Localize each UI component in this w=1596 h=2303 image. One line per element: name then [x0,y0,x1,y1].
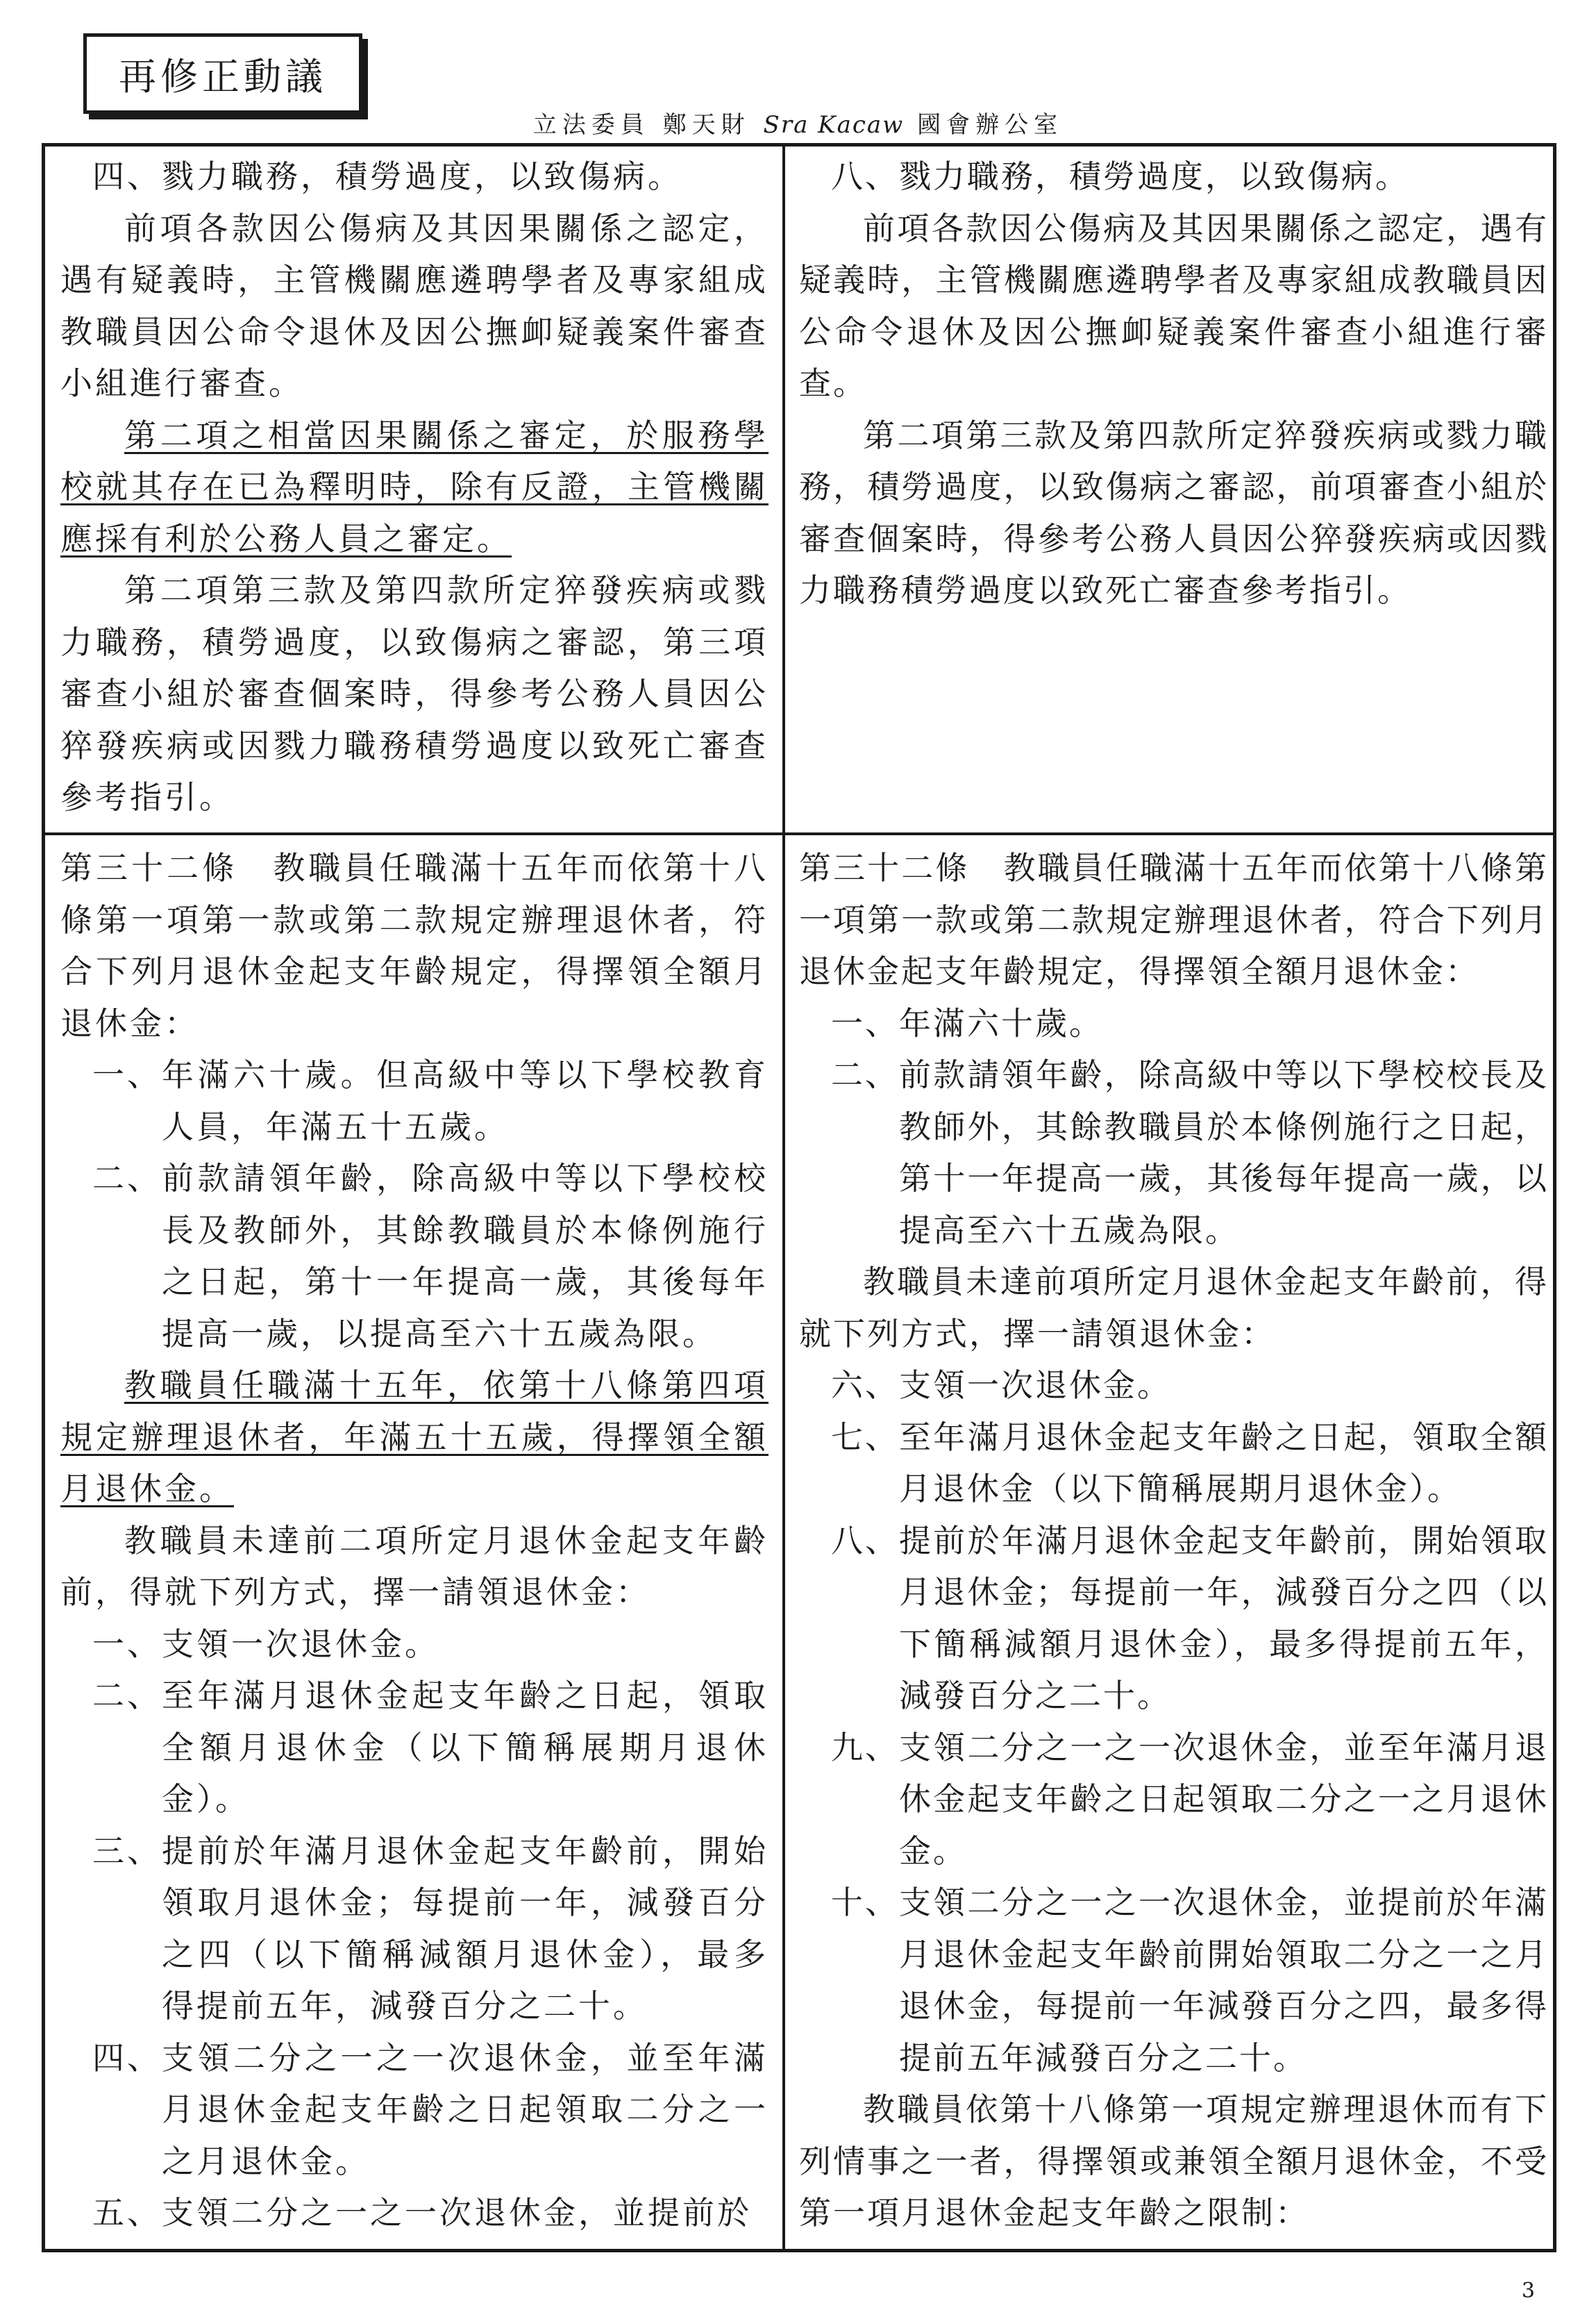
list-item-text: 戮力職務，積勞過度，以致傷病。 [162,158,682,195]
list-item [60,1825,768,2032]
list-item [60,1049,768,1153]
list-item-text: 至年滿月退休金起支年齡之日起，領取全額月退休金（以下簡稱展期月退休金）。 [899,1418,1549,1507]
page-number: 3 [1521,2279,1535,2303]
list-item [799,1049,1549,1256]
list-item [799,1722,1549,1877]
paragraph [799,203,1549,410]
list-item-text: 支領二分之一之一次退休金，並提前於 [162,2194,752,2231]
list-item-text: 支領二分之一之一次退休金，並至年滿月退休金起支年齡之日起領取二分之一之月退休金。 [899,1728,1549,1870]
list-item-number: 六、 [831,1366,899,1404]
comparison-table [42,143,1556,2252]
list-item-text: 支領二分之一之一次退休金，並至年滿月退休金起支年齡之日起領取二分之一之月退休金。 [162,2038,768,2180]
cell-row1-left [60,151,768,831]
paragraph-text: 教職員未達前項所定月退休金起支年齡前，得就下列方式，擇一請領退休金： [799,1263,1549,1353]
column-divider [782,146,785,2249]
paragraph [799,410,1549,617]
list-item-text: 至年滿月退休金起支年齡之日起，領取全額月退休金（以下簡稱展期月退休金）。 [162,1677,768,1818]
list-item [799,1412,1549,1515]
list-item-text: 支領一次退休金。 [899,1366,1171,1404]
list-item-text: 支領二分之一之一次退休金，並提前於年滿月退休金起支年齡前開始領取二分之一之月退休金，每提前一年減發百分之四，最多得提前五年減發百分之二十。 [899,1884,1549,2077]
paragraph [799,2084,1549,2239]
list-item [60,1670,768,1825]
office-suffix: 國會辦公室 [904,111,1064,139]
motion-stamp: 再修正動議 [83,33,362,114]
list-item-text: 支領一次退休金。 [162,1625,439,1663]
list-item-number: 七、 [831,1418,899,1456]
list-item-text: 提前於年滿月退休金起支年齡前，開始領取月退休金；每提前一年，減發百分之四（以下簡稱減額月退休金），最多得提前五年，減發百分之二十。 [162,1832,768,2025]
list-item-number: 一、 [92,1056,162,1094]
paragraph [60,1515,768,1618]
cell-row2-right [799,842,1549,2247]
paragraph [60,564,768,823]
list-item-number: 二、 [831,1056,899,1094]
list-item-number: 三、 [92,1832,162,1870]
list-item-number: 五、 [92,2194,162,2231]
paragraph [60,203,768,410]
paragraph-text: 前項各款因公傷病及其因果關係之認定，遇有疑義時，主管機關應遴聘學者及專家組成教職員因公命令退休及因公撫卹疑義案件審查小組進行審查。 [60,209,768,402]
paragraph-text: 第二項第三款及第四款所定猝發疾病或戮力職務，積勞過度，以致傷病之審認，前項審查小組於審查個案時，得參考公務人員因公猝發疾病或因戮力職務積勞過度以致死亡審查參考指引。 [799,416,1549,609]
list-item-number: 二、 [92,1159,162,1197]
list-item-text: 戮力職務，積勞過度，以致傷病。 [899,158,1409,195]
list-item [60,1618,768,1670]
list-item-text: 前款請領年齡，除高級中等以下學校校長及教師外，其餘教職員於本條例施行之日起，第十一年提高一歲，其後每年提高一歲，以提高至六十五歲為限。 [162,1159,768,1353]
list-item-number: 一、 [92,1625,162,1663]
cell-row2-left [60,842,768,2247]
article-heading [60,842,768,1049]
list-item [60,1153,768,1359]
list-item-text: 年滿六十歲。 [899,1004,1103,1042]
list-item-number: 四、 [92,158,162,195]
list-item [799,1359,1549,1412]
amended-text: 教職員任職滿十五年，依第十八條第四項規定辦理退休者，年滿五十五歲，得擇領全額月退休金。 [60,1366,768,1507]
list-item-text: 提前於年滿月退休金起支年齡前，開始領取月退休金；每提前一年，減發百分之四（以下簡稱減額月退休金），最多得提前五年，減發百分之二十。 [899,1521,1549,1714]
office-signature: Sra Kacaw [763,111,905,139]
list-item [60,2187,768,2239]
paragraph [60,410,768,565]
paragraph-text: 教職員未達前二項所定月退休金起支年齡前，得就下列方式，擇一請領退休金： [60,1521,768,1611]
list-item-text: 前款請領年齡，除高級中等以下學校校長及教師外，其餘教職員於本條例施行之日起，第十一年提高一歲，其後每年提高一歲，以提高至六十五歲為限。 [899,1056,1549,1249]
paragraph [60,1359,768,1515]
list-item-number: 四、 [92,2038,162,2077]
office-header [0,106,1596,140]
article-heading [799,842,1549,998]
cell-row1-right [799,151,1549,831]
paragraph-text: 第三十二條 教職員任職滿十五年而依第十八條第一項第一款或第二款規定辦理退休者，符合下列月退休金起支年齡規定，得擇領全額月退休金： [60,849,768,1042]
list-item [799,1877,1549,2084]
paragraph-text: 教職員依第十八條第一項規定辦理退休而有下列情事之一者，得擇領或兼領全額月退休金，不受第一項月退休金起支年齡之限制： [799,2091,1549,2231]
list-item [60,2032,768,2188]
paragraph-text: 第三十二條 教職員任職滿十五年而依第十八條第一項第一款或第二款規定辦理退休者，符合下列月退休金起支年齡規定，得擇領全額月退休金： [799,849,1549,990]
amended-text: 第二項之相當因果關係之審定，於服務學校就其存在已為釋明時，除有反證，主管機關應採有利於公務人員之審定。 [60,416,768,558]
paragraph-text: 第二項第三款及第四款所定猝發疾病或戮力職務，積勞過度，以致傷病之審認，第三項審查小組於審查個案時，得參考公務人員因公猝發疾病或因戮力職務積勞過度以致死亡審查參考指引。 [60,571,768,816]
paragraph-text: 前項各款因公傷病及其因果關係之認定，遇有疑義時，主管機關應遴聘學者及專家組成教職員因公命令退休及因公撫卹疑義案件審查小組進行審查。 [799,209,1549,402]
list-item-number: 一、 [831,1004,899,1042]
list-item-number: 十、 [831,1884,899,1921]
list-item-text: 年滿六十歲。但高級中等以下學校教育人員，年滿五十五歲。 [162,1056,768,1146]
list-item-number: 八、 [831,158,899,195]
list-item [799,1515,1549,1722]
office-prefix: 立法委員 鄭天財 [532,111,764,139]
list-item [799,151,1549,203]
paragraph [799,1256,1549,1359]
list-item-number: 九、 [831,1728,899,1766]
list-item-number: 八、 [831,1521,899,1559]
list-item [799,998,1549,1050]
list-item-number: 二、 [92,1677,162,1714]
list-item [60,151,768,203]
row-divider [45,832,1553,835]
